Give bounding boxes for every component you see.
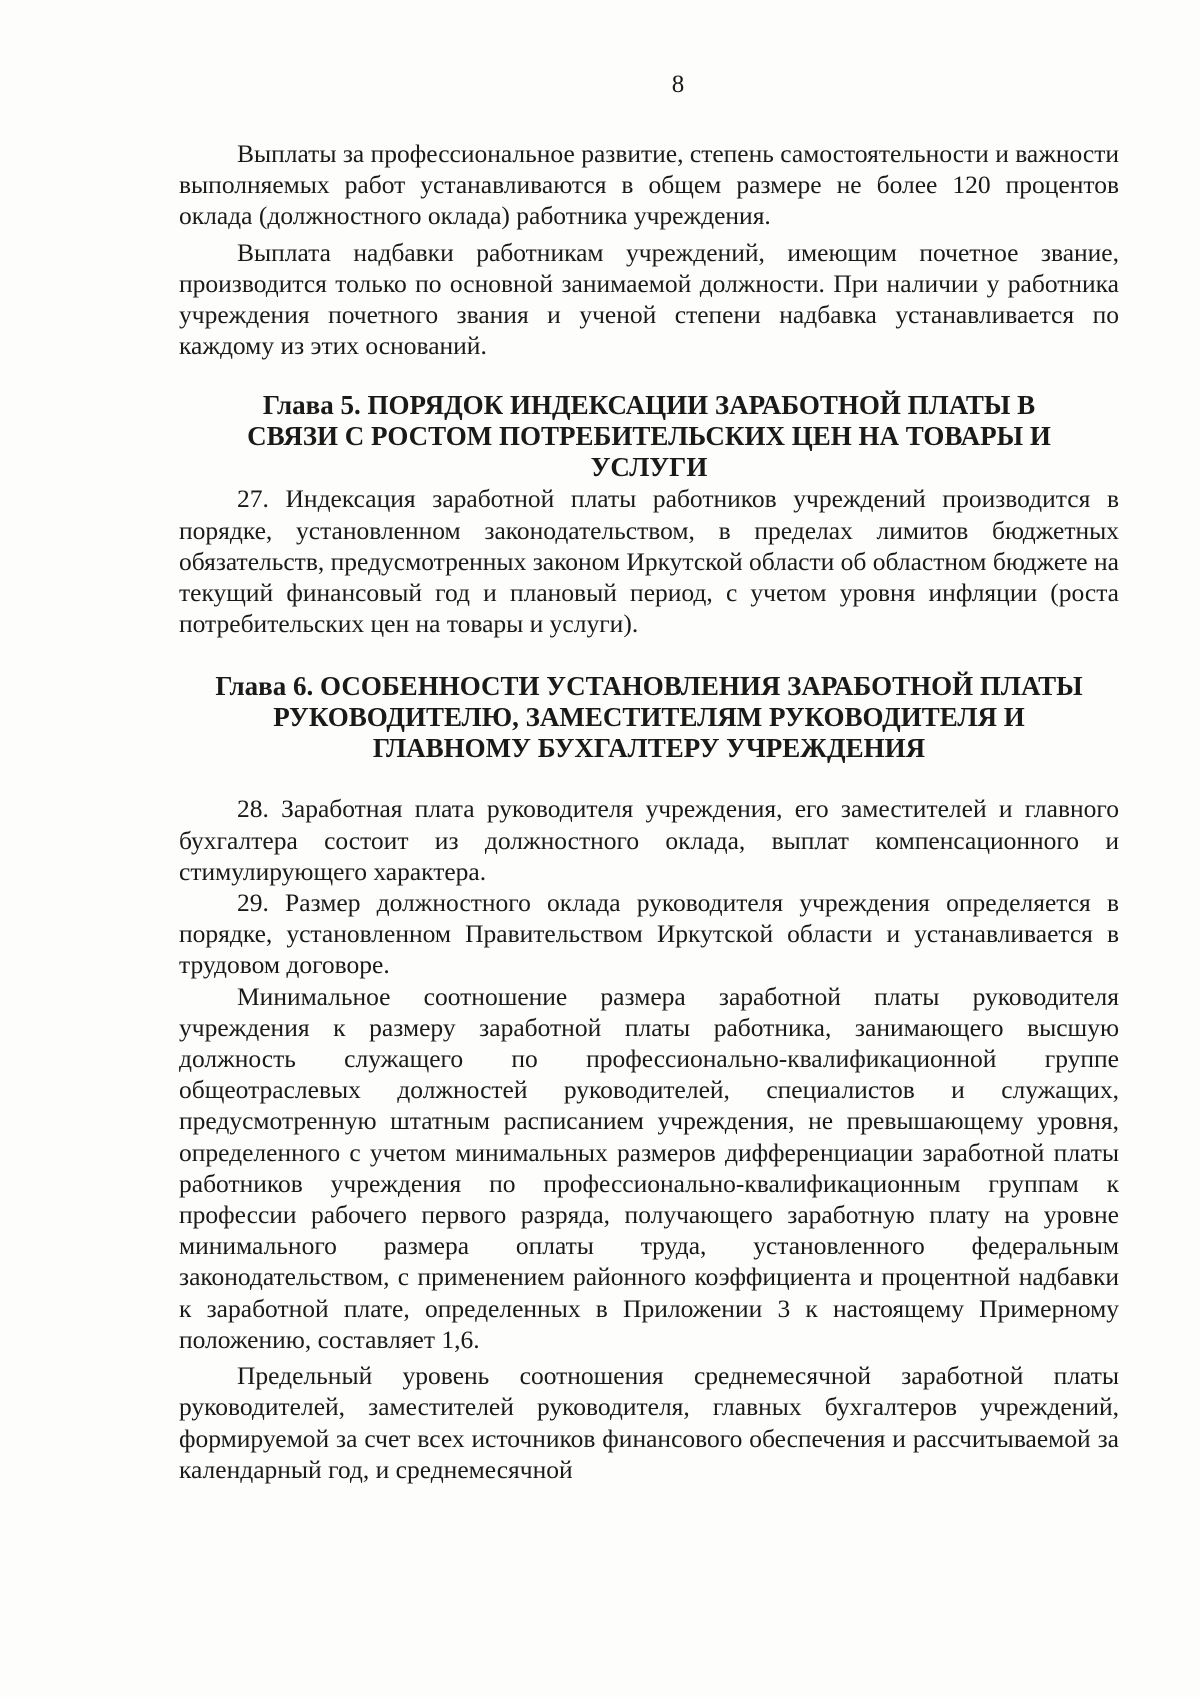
heading-line: СВЯЗИ С РОСТОМ ПОТРЕБИТЕЛЬСКИХ ЦЕН НА ТОВАРЫ И <box>247 421 1051 452</box>
paragraph: Выплаты за профессиональное развитие, степень самостоятельности и важности выполняемых работ устанавливаются в общем размере не более 120 процентов оклада (должностного оклада) работника учреждения. <box>179 139 1119 231</box>
paragraph-27: 27. Индексация заработной платы работников учреждений производится в порядке, установленном законодательством, в пределах лимитов бюджетных обязательств, предусмотренных законом Иркутской области об областном бюджете на текущий финансовый год и плановый период, с учетом уровня инфляции (роста потребительских цен на товары и услуги). <box>179 484 1119 639</box>
document-body <box>179 138 1119 1485</box>
paragraph-29: 29. Размер должностного оклада руководителя учреждения определяется в порядке, установленном Правительством Иркутской области и устанавливается в трудовом договоре. <box>179 888 1119 980</box>
paragraph: Минимальное соотношение размера заработной платы руководителя учреждения к размеру заработной платы работника, занимающего высшую должность служащего по профессионально-квалификационной группе общеотраслевых должностей руководителей, специалистов и служащих, предусмотренную штатным расписанием учреждения, не превышающему уровня, определенного с учетом минимальных размеров дифференциации заработной платы работников учреждения по профессионально-квалификационным группам к профессии рабочего первого разряда, получающего заработную плату на уровне минимального размера оплаты труда, установленного федеральным законодательством, с применением районного коэффициента и процентной надбавки к заработной плате, определенных в Приложении 3 к настоящему Примерному положению, составляет 1,6. <box>179 981 1119 1354</box>
heading-line: УСЛУГИ <box>590 452 708 483</box>
page-number: 8 <box>671 71 685 98</box>
chapter-5-heading <box>179 390 1119 483</box>
paragraph: Выплата надбавки работникам учреждений, имеющим почетное звание, производится только по основной занимаемой должности. При наличии у работника учреждения почетного звания и ученой степени надбавка устанавливается по каждому из этих оснований. <box>179 237 1119 361</box>
heading-line: РУКОВОДИТЕЛЮ, ЗАМЕСТИТЕЛЯМ РУКОВОДИТЕЛЯ И <box>273 702 1025 733</box>
heading-line: Глава 5. ПОРЯДОК ИНДЕКСАЦИИ ЗАРАБОТНОЙ ПЛАТЫ В <box>262 390 1036 421</box>
heading-line: ГЛАВНОМУ БУХГАЛТЕРУ УЧРЕЖДЕНИЯ <box>372 733 926 764</box>
paragraph: Предельный уровень соотношения среднемесячной заработной платы руководителей, заместителей руководителя, главных бухгалтеров учреждений, формируемой за счет всех источников финансового обеспечения и рассчитываемой за календарный год, и среднемесячной <box>179 1361 1119 1484</box>
chapter-6-heading <box>179 671 1119 764</box>
heading-line: Глава 6. ОСОБЕННОСТИ УСТАНОВЛЕНИЯ ЗАРАБОТНОЙ ПЛАТЫ <box>215 671 1083 702</box>
paragraph-28: 28. Заработная плата руководителя учреждения, его заместителей и главного бухгалтера состоит из должностного оклада, выплат компенсационного и стимулирующего характера. <box>179 794 1119 886</box>
